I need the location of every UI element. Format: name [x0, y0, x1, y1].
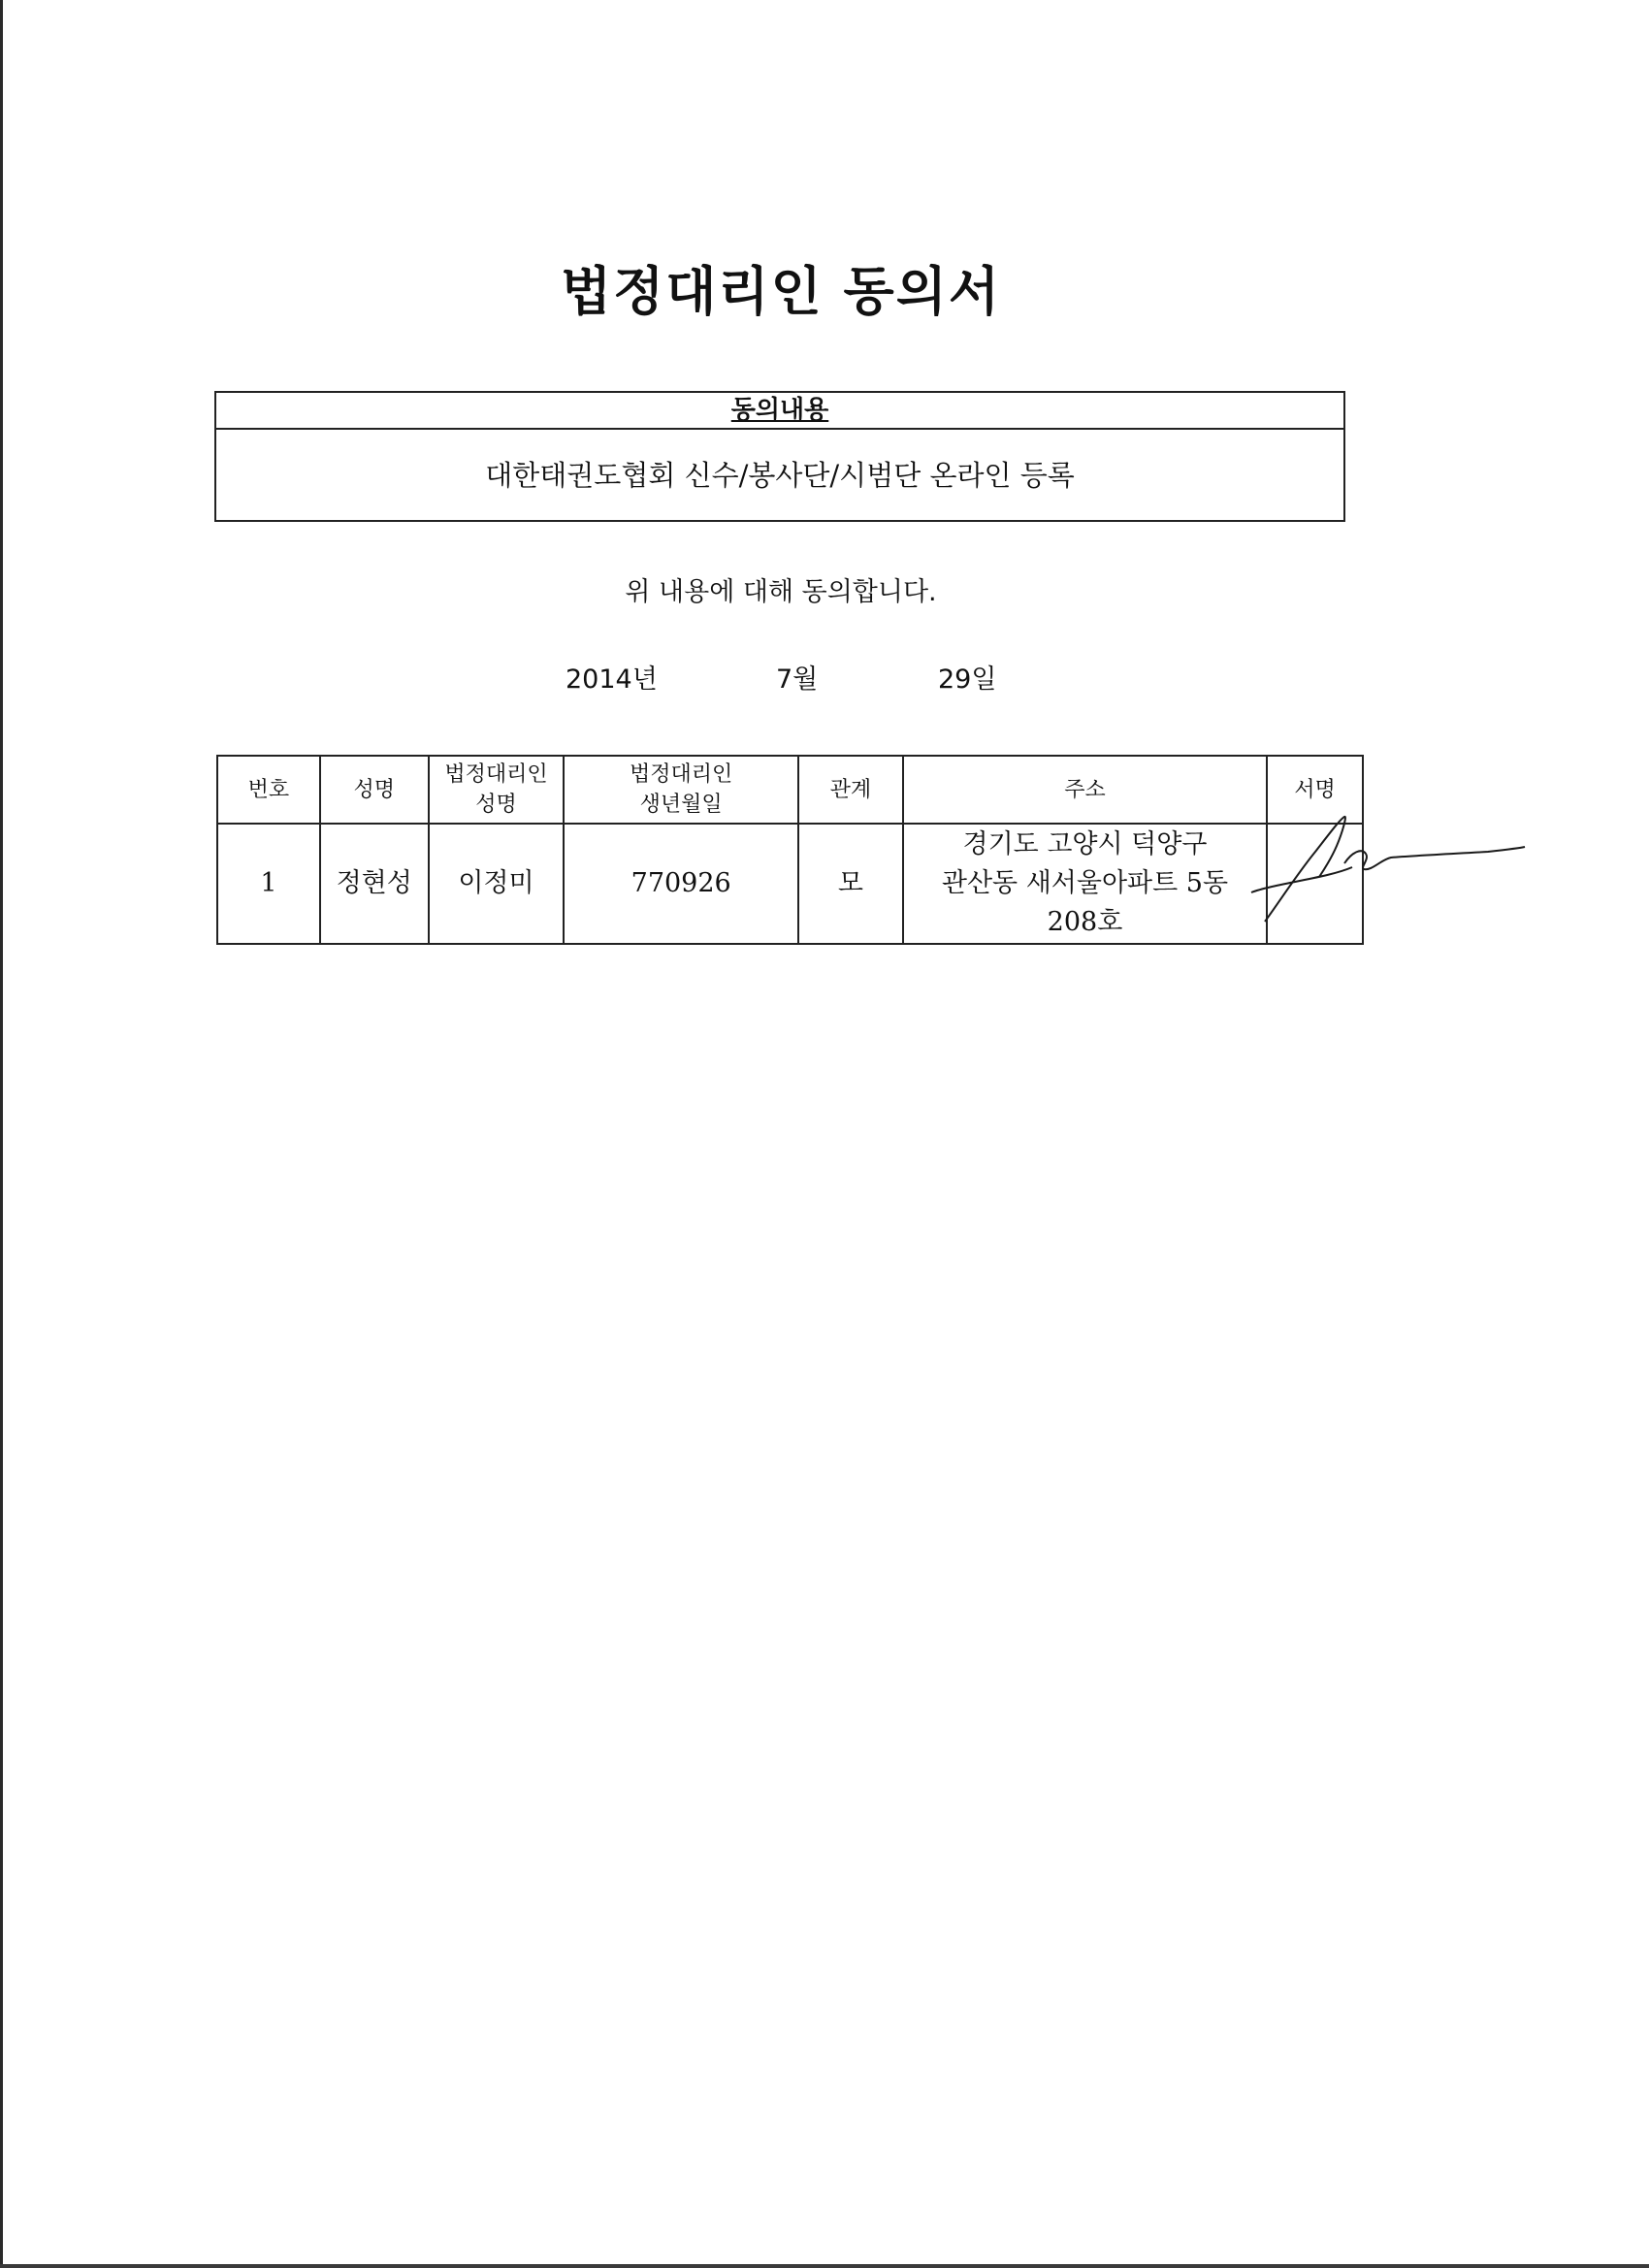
- header-guardian-birth-line2: 생년월일: [639, 793, 723, 817]
- address-line2: 관산동 새서울아파트 5동: [941, 868, 1229, 898]
- address-line3: 208호: [1047, 907, 1123, 937]
- table-row: [217, 824, 1363, 944]
- date-year: 2014년: [566, 664, 658, 695]
- agree-statement: 위 내용에 대해 동의합니다.: [625, 577, 937, 607]
- header-signature: 서명: [1267, 756, 1363, 824]
- header-address: 주소: [903, 756, 1267, 824]
- header-no: 번호: [217, 756, 320, 824]
- header-guardian-name-line2: 성명: [475, 793, 517, 817]
- header-relation: 관계: [798, 756, 903, 824]
- cell-relation: 모: [798, 824, 903, 944]
- cell-name: 정현성: [320, 824, 429, 944]
- header-name: 성명: [320, 756, 429, 824]
- registration-table: [216, 755, 1364, 945]
- date-month: 7월: [776, 664, 819, 695]
- cell-address: [903, 824, 1267, 944]
- scan-edge-left: [0, 0, 3, 2268]
- signature-icon: [1251, 813, 1533, 929]
- date-day: 29일: [938, 664, 997, 695]
- cell-guardian-birth: 770926: [564, 824, 798, 944]
- consent-body: 대한태권도협회 신수/봉사단/시범단 온라인 등록: [485, 459, 1075, 492]
- cell-no: 1: [217, 824, 320, 944]
- address-line1: 경기도 고양시 덕양구: [962, 829, 1208, 859]
- header-guardian-name: [429, 756, 565, 824]
- table-header-row: [217, 756, 1363, 824]
- document-title: 법정대리인 동의서: [560, 261, 1002, 322]
- consent-header: 동의내용: [216, 393, 1343, 430]
- scan-edge-bottom: [0, 2264, 1649, 2268]
- header-guardian-birth: [564, 756, 798, 824]
- header-guardian-name-line1: 법정대리인: [444, 762, 548, 787]
- cell-guardian-name: 이정미: [429, 824, 565, 944]
- header-guardian-birth-line1: 법정대리인: [630, 762, 733, 787]
- consent-box: [214, 391, 1345, 522]
